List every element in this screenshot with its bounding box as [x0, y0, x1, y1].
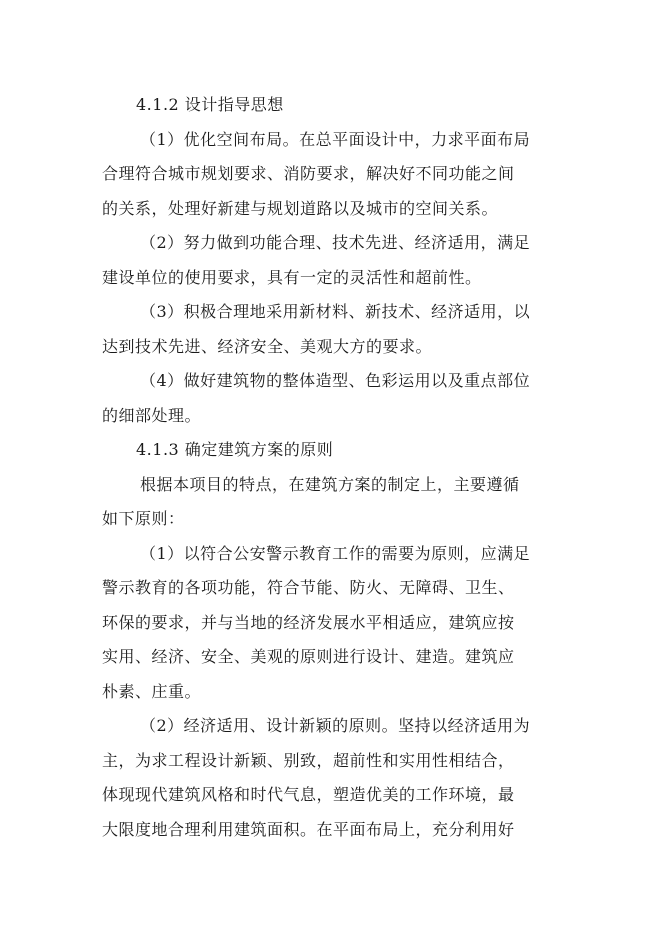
paragraph-police-education [102, 537, 562, 710]
text-line: 主，为求工程设计新颖、别致，超前性和实用性相结合， [102, 750, 515, 770]
text-line: 合理符合城市规划要求、消防要求，解决好不同功能之间 [102, 164, 515, 183]
text-line: （1）优化空间布局。在总平面设计中，力求平面布局 [140, 129, 531, 149]
text-line: 实用、经济、安全、美观的原则进行设计、建造。建筑应 [102, 647, 515, 666]
text-line: 达到技术先进、经济安全、美观大方的要求。 [102, 336, 433, 356]
text-line: 的细部处理。 [102, 405, 202, 425]
text-line: 建设单位的使用要求，具有一定的灵活性和超前性。 [102, 267, 482, 287]
section-heading-4-1-2: 4.1.2 设计指导思想 [136, 95, 284, 114]
text-line: 警示教育的各项功能，符合节能、防火、无障碍、卫生、 [102, 578, 515, 597]
text-line: 朴素、庄重。 [102, 681, 202, 701]
text-line: 大限度地合理利用建筑面积。在平面布局上，充分利用好 [102, 819, 515, 839]
text-line: 的关系，处理好新建与规划道路以及城市的空间关系。 [102, 198, 499, 218]
paragraph-principles-intro [102, 468, 562, 537]
text-line: （4）做好建筑物的整体造型、色彩运用以及重点部位 [140, 371, 531, 390]
text-line: （1）以符合公安警示教育工作的需要为原则，应满足 [140, 543, 531, 563]
text-line: 体现现代建筑风格和时代气息，塑造优美的工作环境，最 [102, 785, 515, 804]
section-heading-4-1-3: 4.1.3 确定建筑方案的原则 [136, 440, 334, 459]
text-line: 环保的要求，并与当地的经济发展水平相适应，建筑应按 [102, 612, 515, 632]
text-line: 如下原则： [102, 509, 185, 528]
paragraph-economic-design [102, 709, 562, 847]
text-line: （2）努力做到功能合理、技术先进、经济适用，满足 [140, 233, 531, 252]
paragraph-optimize-layout [102, 123, 562, 227]
text-line: （3）积极合理地采用新材料、新技术、经济适用，以 [140, 302, 531, 321]
text-line: （2）经济适用、设计新颖的原则。坚持以经济适用为 [140, 716, 531, 735]
text-line: 根据本项目的特点，在建筑方案的制定上，主要遵循 [140, 474, 520, 494]
paragraph-new-materials [102, 295, 562, 364]
paragraph-building-form [102, 364, 562, 433]
paragraph-functional [102, 226, 562, 295]
